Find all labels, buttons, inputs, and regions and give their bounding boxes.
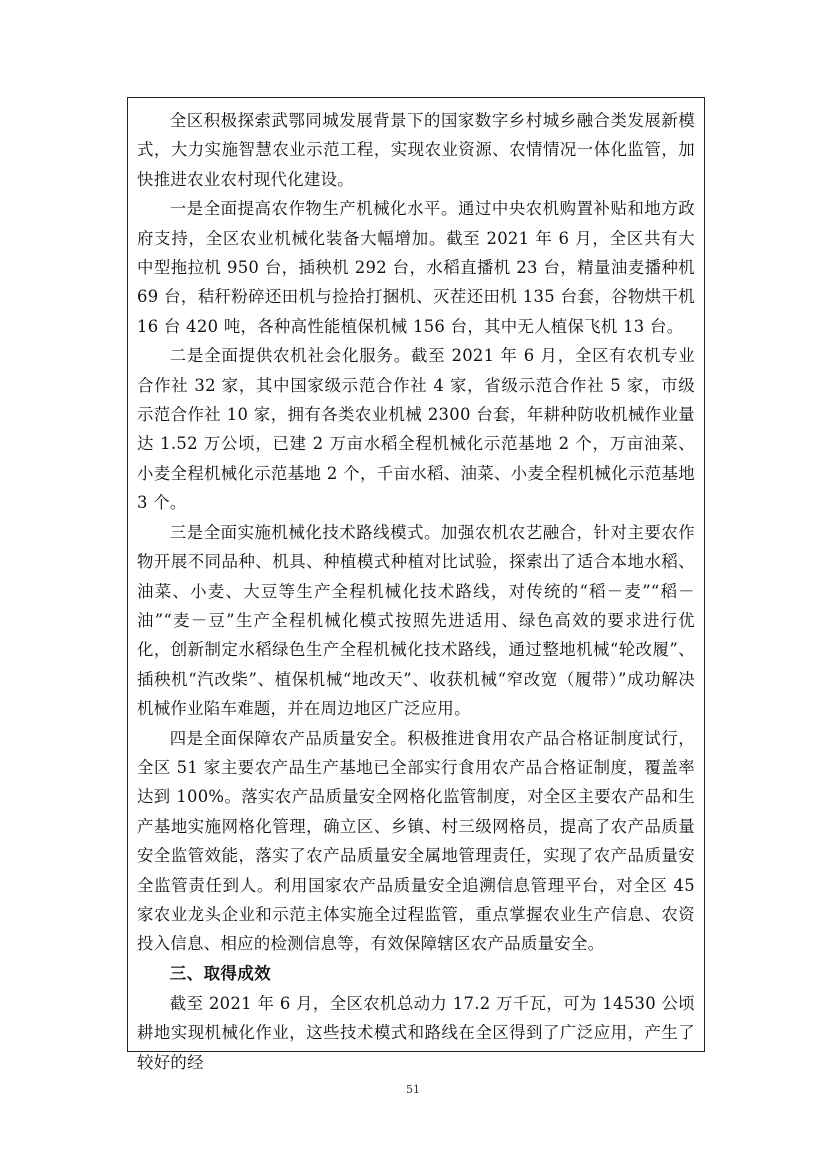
intro-paragraph: 全区积极探索武鄂同城发展背景下的国家数字乡村城乡融合类发展新模式，大力实施智慧农业示范工程，实现农业资源、农情情况一体化监管，加快推进农业农村现代化建设。 xyxy=(137,111,695,189)
quality-safety-paragraph: 四是全面保障农产品质量安全。积极推进食用农产品合格证制度试行，全区 51 家主要农产品生产基地已全部实行食用农产品合格证制度，覆盖率达到 100%。落实农产品质量安全网格化监管制度，对全区主要农产品和生产基地实施网格化管理，确立区、乡镇、村三级网格员，提高了农产品质量安全监管效能，落实了农产品质量安全属地管理责任，实现了农产品质量安全监管责任到人。利用国家农产品质量安全追溯信息管理平台，对全区 45 家农业龙头企业和示范主体实施全过程监管，重点掌握农业生产信息、农资投入信息、相应的检测信息等，有效保障辖区农产品质量安全。 xyxy=(137,728,695,954)
mechanization-level-paragraph: 一是全面提高农作物生产机械化水平。通过中央农机购置补贴和地方政府支持，全区农业机械化装备大幅增加。截至 2021 年 6 月，全区共有大中型拖拉机 950 台，插秧机 292 台，水稻直播机 23 台，精量油麦播种机 69 台，秸秆粉碎还田机与捡拾打捆机、灭茬还田机 135 台套，谷物烘干机 16 台 420 吨，各种高性能植保机械 156 台，其中无人植保飞机 13 台。 xyxy=(137,199,695,336)
page-number: 51 xyxy=(406,1083,420,1096)
socialized-service-paragraph: 二是全面提供农机社会化服务。截至 2021 年 6 月，全区有农机专业合作社 32 家，其中国家级示范合作社 4 家，省级示范合作社 5 家，市级示范合作社 10 家，拥有各类农业机械 2300 台套，年耕种防收机械作业量达 1.52 万公顷，已建 2 万亩水稻全程机械化示范基地 2 个，万亩油菜、小麦全程机械化示范基地 2 个，千亩水稻、油菜、小麦全程机械化示范基地 3 个。 xyxy=(137,346,695,513)
section-heading-results: 三、取得成效 xyxy=(169,963,272,983)
results-paragraph: 截至 2021 年 6 月，全区农机总动力 17.2 万千瓦，可为 14530 公顷耕地实现机械化作业，这些技术模式和路线在全区得到了广泛应用，产生了较好的经 xyxy=(137,993,695,1072)
technical-route-paragraph: 三是全面实施机械化技术路线模式。加强农机农艺融合，针对主要农作物开展不同品种、机具、种植模式种植对比试验，探索出了适合本地水稻、油菜、小麦、大豆等生产全程机械化技术路线，对传统的“稻－麦”“稻－油”“麦－豆”生产全程机械化模式按照先进适用、绿色高效的要求进行优化，创新制定水稻绿色生产全程机械化技术路线，通过整地机械“轮改履”、插秧机“汽改柴”、植保机械“地改天”、收获机械“窄改宽（履带）”成功解决机械作业陷车难题，并在周边地区广泛应用。 xyxy=(137,522,695,719)
page-content xyxy=(137,106,695,1077)
content-frame xyxy=(127,97,705,1072)
